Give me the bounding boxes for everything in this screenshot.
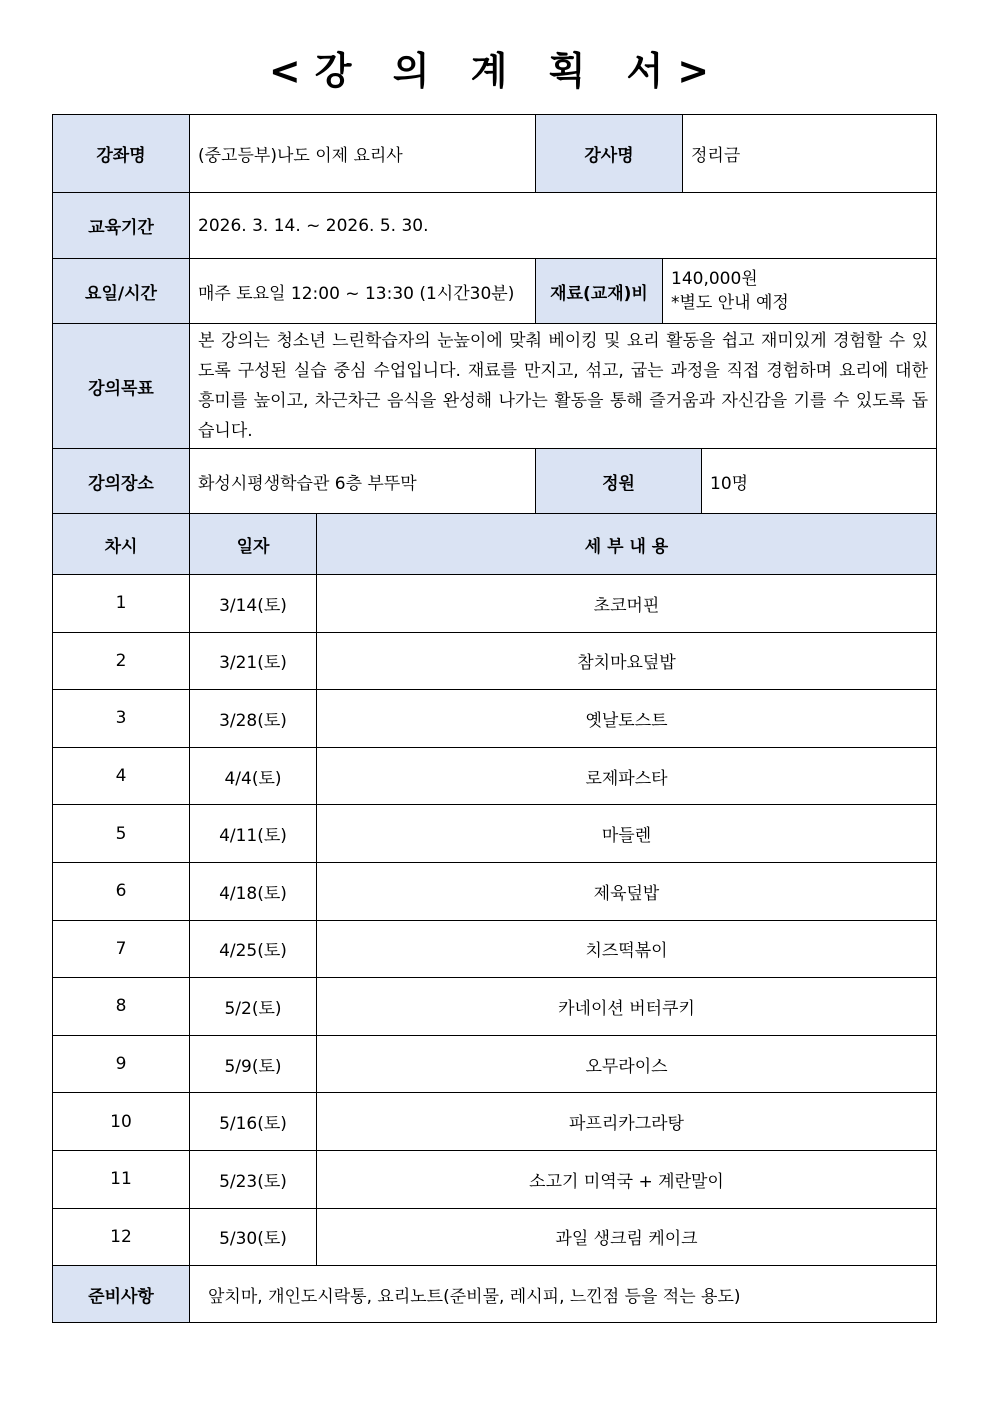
schedule-row [53, 1208, 937, 1266]
session-number: 10 [53, 1093, 190, 1151]
fee-note: *별도 안내 예정 [671, 293, 789, 313]
schedule-row [53, 747, 937, 805]
session-content: 소고기 미역국 + 계란말이 [317, 1150, 937, 1208]
session-content: 과일 생크림 케이크 [317, 1208, 937, 1266]
prep-value: 앞치마, 개인도시락통, 요리노트(준비물, 레시피, 느낀점 등을 적는 용도) [190, 1266, 937, 1323]
session-date: 4/11(토) [190, 805, 317, 863]
session-content: 치즈떡볶이 [317, 920, 937, 978]
session-content: 초코머핀 [317, 575, 937, 633]
capacity-value: 10명 [702, 449, 937, 514]
session-date: 5/16(토) [190, 1093, 317, 1151]
schedule-row [53, 1150, 937, 1208]
goal-label: 강의목표 [53, 324, 190, 449]
course-label: 강좌명 [53, 115, 190, 193]
schedule-row [53, 862, 937, 920]
schedule-row [53, 632, 937, 690]
instructor-name: 정리금 [683, 115, 937, 193]
session-content: 카네이션 버터쿠키 [317, 978, 937, 1036]
session-number: 5 [53, 805, 190, 863]
session-date: 3/28(토) [190, 690, 317, 748]
session-content: 마들렌 [317, 805, 937, 863]
place-value: 화성시평생학습관 6층 부뚜막 [190, 449, 536, 514]
schedule-row [53, 690, 937, 748]
session-date: 4/25(토) [190, 920, 317, 978]
fee-label: 재료(교재)비 [536, 259, 663, 324]
session-date: 4/4(토) [190, 747, 317, 805]
session-number: 3 [53, 690, 190, 748]
document-title: <강 의 계 획 서> [268, 49, 724, 93]
schedule-header-row [53, 514, 937, 575]
session-content: 옛날토스트 [317, 690, 937, 748]
session-date: 4/18(토) [190, 862, 317, 920]
place-label: 강의장소 [53, 449, 190, 514]
schedule-row [53, 805, 937, 863]
course-name: (중고등부)나도 이제 요리사 [190, 115, 536, 193]
date-header: 일자 [190, 514, 317, 575]
session-number: 2 [53, 632, 190, 690]
session-number: 11 [53, 1150, 190, 1208]
session-date: 5/23(토) [190, 1150, 317, 1208]
session-number: 12 [53, 1208, 190, 1266]
time-label: 요일/시간 [53, 259, 190, 324]
fee-amount: 140,000원 [671, 269, 758, 289]
prep-label: 준비사항 [53, 1266, 190, 1323]
session-number: 1 [53, 575, 190, 633]
time-value: 매주 토요일 12:00 ~ 13:30 (1시간30분) [190, 259, 536, 324]
session-date: 3/14(토) [190, 575, 317, 633]
session-number: 9 [53, 1035, 190, 1093]
session-content: 제육덮밥 [317, 862, 937, 920]
period-value: 2026. 3. 14. ~ 2026. 5. 30. [190, 193, 937, 259]
session-date: 3/21(토) [190, 632, 317, 690]
schedule-row [53, 575, 937, 633]
lecture-plan-table [52, 114, 937, 1323]
session-date: 5/2(토) [190, 978, 317, 1036]
goal-text: 본 강의는 청소년 느린학습자의 눈높이에 맞춰 베이킹 및 요리 활동을 쉽고 재미있게 경험할 수 있도록 구성된 실습 중심 수업입니다. 재료를 만지고, 섞고, 굽는 과정을 직접 경험하며 요리에 대한 흥미를 높이고, 차근차근 음식을 완성해 나가는 활동을 통해 즐거움과 자신감을 기를 수 있도록 돕습니다. [190, 324, 937, 449]
session-number: 4 [53, 747, 190, 805]
session-content: 참치마요덮밥 [317, 632, 937, 690]
session-number: 8 [53, 978, 190, 1036]
session-content: 파프리카그라탕 [317, 1093, 937, 1151]
fee-value [663, 259, 937, 324]
session-date: 5/30(토) [190, 1208, 317, 1266]
content-header: 세 부 내 용 [317, 514, 937, 575]
schedule-row [53, 1093, 937, 1151]
period-label: 교육기간 [53, 193, 190, 259]
session-number: 6 [53, 862, 190, 920]
schedule-row [53, 978, 937, 1036]
schedule-row [53, 920, 937, 978]
schedule-row [53, 1035, 937, 1093]
session-date: 5/9(토) [190, 1035, 317, 1093]
session-content: 오무라이스 [317, 1035, 937, 1093]
capacity-label: 정원 [536, 449, 702, 514]
session-number: 7 [53, 920, 190, 978]
session-header: 차시 [53, 514, 190, 575]
instructor-label: 강사명 [536, 115, 683, 193]
session-content: 로제파스타 [317, 747, 937, 805]
